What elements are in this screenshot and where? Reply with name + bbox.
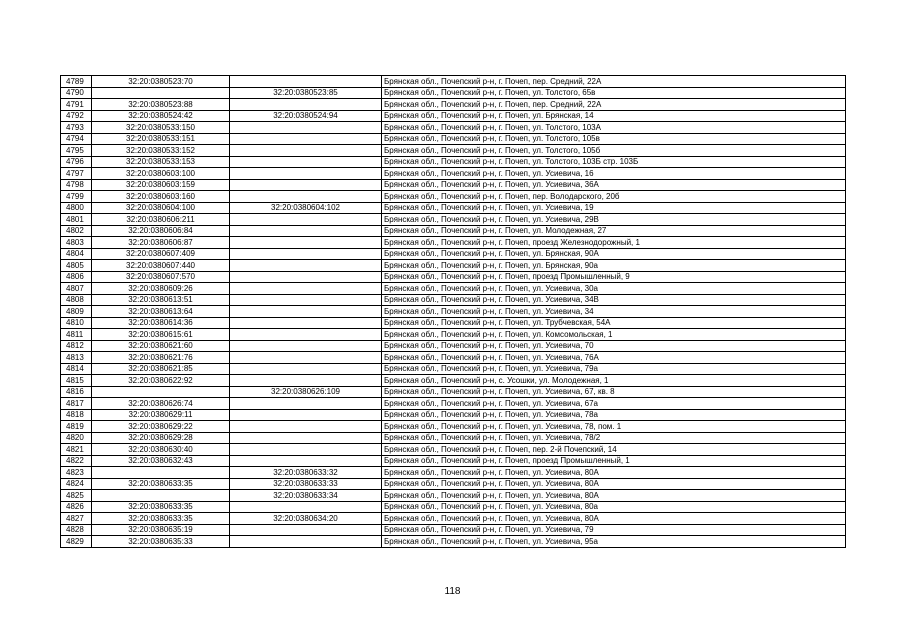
table-row [61,524,846,536]
related-cadastral-number-cell: 32:20:0380626:109 [230,386,382,398]
row-number-cell: 4820 [61,432,92,444]
related-cadastral-number-cell [230,294,382,306]
table-row [61,478,846,490]
related-cadastral-number-cell [230,398,382,410]
cadastral-number-cell: 32:20:0380621:76 [92,352,230,364]
related-cadastral-number-cell [230,524,382,536]
cadastral-number-cell: 32:20:0380606:211 [92,214,230,226]
related-cadastral-number-cell [230,145,382,157]
address-cell: Брянская обл., Почепский р-н, г. Почеп, ул. Толстого, 105в [382,133,846,145]
cadastral-number-cell: 32:20:0380629:28 [92,432,230,444]
address-cell: Брянская обл., Почепский р-н, г. Почеп, ул. Усиевича, 29В [382,214,846,226]
table-row [61,352,846,364]
row-number-cell: 4815 [61,375,92,387]
table-row [61,99,846,111]
table-row [61,363,846,375]
table-row [61,133,846,145]
row-number-cell: 4798 [61,179,92,191]
row-number-cell: 4801 [61,214,92,226]
related-cadastral-number-cell [230,317,382,329]
cadastral-number-cell [92,386,230,398]
related-cadastral-number-cell [230,444,382,456]
address-cell: Брянская обл., Почепский р-н, г. Почеп, пер. Володарского, 20б [382,191,846,203]
cadastral-number-cell: 32:20:0380621:60 [92,340,230,352]
related-cadastral-number-cell [230,76,382,88]
cadastral-number-cell: 32:20:0380603:100 [92,168,230,180]
table-row [61,145,846,157]
address-cell: Брянская обл., Почепский р-н, г. Почеп, ул. Усиевича, 67а [382,398,846,410]
row-number-cell: 4821 [61,444,92,456]
cadastral-number-cell: 32:20:0380613:51 [92,294,230,306]
row-number-cell: 4799 [61,191,92,203]
cadastral-number-cell: 32:20:0380621:85 [92,363,230,375]
related-cadastral-number-cell: 32:20:0380634:20 [230,513,382,525]
row-number-cell: 4794 [61,133,92,145]
table-row [61,225,846,237]
cadastral-number-cell: 32:20:0380633:35 [92,478,230,490]
row-number-cell: 4805 [61,260,92,272]
table-row [61,191,846,203]
table-row [61,340,846,352]
row-number-cell: 4824 [61,478,92,490]
address-cell: Брянская обл., Почепский р-н, г. Почеп, ул. Усиевича, 70 [382,340,846,352]
cadastral-number-cell: 32:20:0380635:33 [92,536,230,548]
address-cell: Брянская обл., Почепский р-н, г. Почеп, ул. Усиевича, 67, кв. 8 [382,386,846,398]
related-cadastral-number-cell [230,179,382,191]
cadastral-number-cell [92,490,230,502]
table-row [61,432,846,444]
related-cadastral-number-cell [230,237,382,249]
cadastral-number-cell: 32:20:0380523:88 [92,99,230,111]
related-cadastral-number-cell [230,421,382,433]
cadastral-number-cell: 32:20:0380614:36 [92,317,230,329]
table-row [61,214,846,226]
cadastral-number-cell: 32:20:0380633:35 [92,513,230,525]
row-number-cell: 4806 [61,271,92,283]
related-cadastral-number-cell [230,168,382,180]
cadastral-number-cell: 32:20:0380607:570 [92,271,230,283]
table-row [61,444,846,456]
table-row [61,248,846,260]
address-cell: Брянская обл., Почепский р-н, г. Почеп, ул. Молодежная, 27 [382,225,846,237]
address-cell: Брянская обл., Почепский р-н, г. Почеп, ул. Усиевича, 36А [382,179,846,191]
row-number-cell: 4823 [61,467,92,479]
address-cell: Брянская обл., Почепский р-н, г. Почеп, проезд Промышленный, 9 [382,271,846,283]
related-cadastral-number-cell [230,191,382,203]
related-cadastral-number-cell [230,260,382,272]
cadastral-number-cell: 32:20:0380632:43 [92,455,230,467]
table-row [61,271,846,283]
cadastral-number-cell: 32:20:0380533:153 [92,156,230,168]
related-cadastral-number-cell [230,271,382,283]
row-number-cell: 4814 [61,363,92,375]
address-cell: Брянская обл., Почепский р-н, г. Почеп, пер. 2-й Почепский, 14 [382,444,846,456]
row-number-cell: 4829 [61,536,92,548]
row-number-cell: 4791 [61,99,92,111]
cadastral-number-cell: 32:20:0380533:152 [92,145,230,157]
related-cadastral-number-cell [230,501,382,513]
cadastral-number-cell: 32:20:0380609:26 [92,283,230,295]
row-number-cell: 4796 [61,156,92,168]
address-cell: Брянская обл., Почепский р-н, г. Почеп, ул. Комсомольская, 1 [382,329,846,341]
table-row [61,179,846,191]
row-number-cell: 4795 [61,145,92,157]
related-cadastral-number-cell [230,122,382,134]
table-row [61,386,846,398]
related-cadastral-number-cell: 32:20:0380633:32 [230,467,382,479]
row-number-cell: 4804 [61,248,92,260]
related-cadastral-number-cell [230,283,382,295]
address-cell: Брянская обл., Почепский р-н, г. Почеп, пер. Средний, 22А [382,99,846,111]
cadastral-number-cell: 32:20:0380604:100 [92,202,230,214]
cadastral-number-cell [92,87,230,99]
table-row [61,501,846,513]
cadastral-number-cell: 32:20:0380603:159 [92,179,230,191]
table-body [61,76,846,548]
row-number-cell: 4822 [61,455,92,467]
address-cell: Брянская обл., Почепский р-н, г. Почеп, ул. Усиевича, 19 [382,202,846,214]
table-row [61,87,846,99]
address-cell: Брянская обл., Почепский р-н, г. Почеп, пер. Средний, 22А [382,76,846,88]
table-row [61,122,846,134]
row-number-cell: 4819 [61,421,92,433]
address-cell: Брянская обл., Почепский р-н, г. Почеп, проезд Промышленный, 1 [382,455,846,467]
address-cell: Брянская обл., Почепский р-н, г. Почеп, ул. Усиевича, 79а [382,363,846,375]
address-cell: Брянская обл., Почепский р-н, г. Почеп, ул. Толстого, 65в [382,87,846,99]
related-cadastral-number-cell: 32:20:0380633:34 [230,490,382,502]
table-row [61,375,846,387]
table-row [61,409,846,421]
related-cadastral-number-cell [230,340,382,352]
cadastral-table [60,75,846,548]
cadastral-number-cell: 32:20:0380629:22 [92,421,230,433]
row-number-cell: 4800 [61,202,92,214]
address-cell: Брянская обл., Почепский р-н, г. Почеп, ул. Усиевича, 34В [382,294,846,306]
row-number-cell: 4813 [61,352,92,364]
address-cell: Брянская обл., Почепский р-н, г. Почеп, ул. Трубчевская, 54А [382,317,846,329]
table-row [61,421,846,433]
address-cell: Брянская обл., Почепский р-н, г. Почеп, ул. Усиевича, 16 [382,168,846,180]
row-number-cell: 4826 [61,501,92,513]
table-row [61,455,846,467]
table-row [61,294,846,306]
table-row [61,329,846,341]
table-row [61,168,846,180]
row-number-cell: 4828 [61,524,92,536]
address-cell: Брянская обл., Почепский р-н, г. Почеп, ул. Усиевича, 30а [382,283,846,295]
row-number-cell: 4808 [61,294,92,306]
cadastral-number-cell [92,467,230,479]
table-row [61,237,846,249]
address-cell: Брянская обл., Почепский р-н, г. Почеп, ул. Толстого, 103А [382,122,846,134]
cadastral-number-cell: 32:20:0380523:70 [92,76,230,88]
address-cell: Брянская обл., Почепский р-н, с. Усошки, ул. Молодежная, 1 [382,375,846,387]
related-cadastral-number-cell: 32:20:0380523:85 [230,87,382,99]
address-cell: Брянская обл., Почепский р-н, г. Почеп, ул. Брянская, 90а [382,260,846,272]
address-cell: Брянская обл., Почепский р-н, г. Почеп, ул. Усиевича, 78а [382,409,846,421]
cadastral-number-cell: 32:20:0380613:64 [92,306,230,318]
table-row [61,306,846,318]
row-number-cell: 4790 [61,87,92,99]
address-cell: Брянская обл., Почепский р-н, г. Почеп, ул. Усиевича, 34 [382,306,846,318]
table-row [61,283,846,295]
related-cadastral-number-cell [230,214,382,226]
table-row [61,467,846,479]
row-number-cell: 4803 [61,237,92,249]
related-cadastral-number-cell [230,225,382,237]
row-number-cell: 4792 [61,110,92,122]
row-number-cell: 4811 [61,329,92,341]
related-cadastral-number-cell [230,363,382,375]
table-row [61,513,846,525]
address-cell: Брянская обл., Почепский р-н, г. Почеп, проезд Железнодорожный, 1 [382,237,846,249]
table-row [61,76,846,88]
row-number-cell: 4818 [61,409,92,421]
related-cadastral-number-cell: 32:20:0380524:94 [230,110,382,122]
address-cell: Брянская обл., Почепский р-н, г. Почеп, ул. Усиевича, 80А [382,513,846,525]
cadastral-number-cell: 32:20:0380629:11 [92,409,230,421]
related-cadastral-number-cell [230,352,382,364]
address-cell: Брянская обл., Почепский р-н, г. Почеп, ул. Усиевича, 78, пом. 1 [382,421,846,433]
cadastral-number-cell: 32:20:0380607:440 [92,260,230,272]
cadastral-number-cell: 32:20:0380633:35 [92,501,230,513]
row-number-cell: 4809 [61,306,92,318]
row-number-cell: 4817 [61,398,92,410]
row-number-cell: 4789 [61,76,92,88]
table-row [61,398,846,410]
row-number-cell: 4810 [61,317,92,329]
address-cell: Брянская обл., Почепский р-н, г. Почеп, ул. Усиевича, 80А [382,490,846,502]
address-cell: Брянская обл., Почепский р-н, г. Почеп, ул. Брянская, 14 [382,110,846,122]
address-cell: Брянская обл., Почепский р-н, г. Почеп, ул. Брянская, 90А [382,248,846,260]
address-cell: Брянская обл., Почепский р-н, г. Почеп, ул. Толстого, 103Б стр. 103Б [382,156,846,168]
related-cadastral-number-cell: 32:20:0380604:102 [230,202,382,214]
related-cadastral-number-cell [230,432,382,444]
related-cadastral-number-cell [230,536,382,548]
table-row [61,110,846,122]
address-cell: Брянская обл., Почепский р-н, г. Почеп, ул. Усиевича, 95а [382,536,846,548]
related-cadastral-number-cell [230,306,382,318]
address-cell: Брянская обл., Почепский р-н, г. Почеп, ул. Усиевича, 80а [382,501,846,513]
row-number-cell: 4793 [61,122,92,134]
table-row [61,156,846,168]
row-number-cell: 4807 [61,283,92,295]
table-row [61,260,846,272]
cadastral-number-cell: 32:20:0380533:150 [92,122,230,134]
row-number-cell: 4825 [61,490,92,502]
related-cadastral-number-cell: 32:20:0380633:33 [230,478,382,490]
address-cell: Брянская обл., Почепский р-н, г. Почеп, ул. Усиевича, 80А [382,478,846,490]
row-number-cell: 4812 [61,340,92,352]
related-cadastral-number-cell [230,156,382,168]
cadastral-number-cell: 32:20:0380524:42 [92,110,230,122]
address-cell: Брянская обл., Почепский р-н, г. Почеп, ул. Усиевича, 79 [382,524,846,536]
table-row [61,490,846,502]
address-cell: Брянская обл., Почепский р-н, г. Почеп, ул. Усиевича, 80А [382,467,846,479]
cadastral-number-cell: 32:20:0380607:409 [92,248,230,260]
related-cadastral-number-cell [230,99,382,111]
cadastral-number-cell: 32:20:0380603:160 [92,191,230,203]
row-number-cell: 4797 [61,168,92,180]
row-number-cell: 4827 [61,513,92,525]
table-row [61,536,846,548]
address-cell: Брянская обл., Почепский р-н, г. Почеп, ул. Усиевича, 78/2 [382,432,846,444]
related-cadastral-number-cell [230,409,382,421]
page-number: 118 [444,586,461,597]
address-cell: Брянская обл., Почепский р-н, г. Почеп, ул. Толстого, 105б [382,145,846,157]
related-cadastral-number-cell [230,455,382,467]
cadastral-number-cell: 32:20:0380626:74 [92,398,230,410]
cadastral-number-cell: 32:20:0380622:92 [92,375,230,387]
related-cadastral-number-cell [230,329,382,341]
cadastral-number-cell: 32:20:0380533:151 [92,133,230,145]
row-number-cell: 4816 [61,386,92,398]
table-row [61,202,846,214]
related-cadastral-number-cell [230,133,382,145]
row-number-cell: 4802 [61,225,92,237]
cadastral-number-cell: 32:20:0380635:19 [92,524,230,536]
table-row [61,317,846,329]
cadastral-number-cell: 32:20:0380630:40 [92,444,230,456]
cadastral-number-cell: 32:20:0380615:61 [92,329,230,341]
cadastral-number-cell: 32:20:0380606:84 [92,225,230,237]
cadastral-number-cell: 32:20:0380606:87 [92,237,230,249]
address-cell: Брянская обл., Почепский р-н, г. Почеп, ул. Усиевича, 76А [382,352,846,364]
related-cadastral-number-cell [230,248,382,260]
related-cadastral-number-cell [230,375,382,387]
